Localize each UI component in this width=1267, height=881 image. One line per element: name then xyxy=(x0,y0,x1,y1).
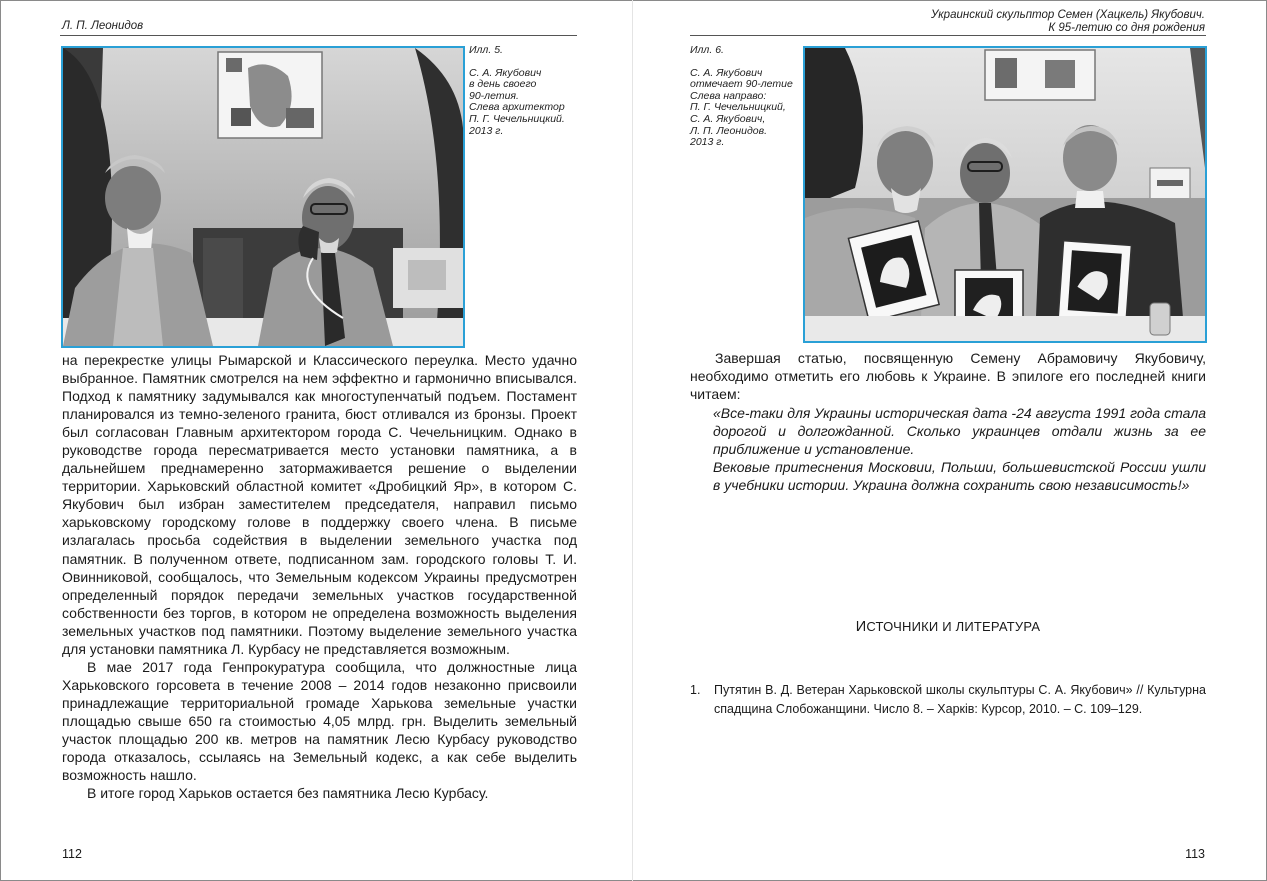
reference-text: Путятин В. Д. Ветеран Харьковской школы скульптуры С. А. Якубович» // Культурна спадщина Слобожанщини. Число 8. – Харків: Курсор, 2010. – С. 109–129. xyxy=(714,683,1206,716)
left-running-head: Л. П. Леонидов xyxy=(62,20,144,32)
caption-line: С. А. Якубович xyxy=(690,66,763,79)
caption-line: П. Г. Чечельницкий. xyxy=(469,112,565,125)
caption-line: С. А. Якубович xyxy=(469,66,542,79)
left-header-rule xyxy=(60,35,577,36)
page-number-right: 113 xyxy=(1185,847,1205,861)
caption-line: 2013 г. xyxy=(469,124,504,137)
paragraph: В мае 2017 года Генпрокуратура сообщила, что должностные лица Харьковского горсовета в течение 2008 – 2014 годов незаконно присвоили принадлежащие территориальной громаде Харькова земельные участки площадью свыше 650 га стоимостью 4,05 млрд. грн. Выделить земельный участок площадью 200 кв. метров на памятник Лесю Курбасу руководство города отказалось, ссылаясь на Земельный кодекс, а как себе выделить возможность нашло. xyxy=(62,658,577,784)
figure-6-caption xyxy=(690,45,800,149)
left-body-text xyxy=(62,351,577,802)
heading-initial: И xyxy=(855,619,867,635)
heading-rest: СТОЧНИКИ И ЛИТЕРАТУРА xyxy=(866,619,1041,634)
page-number-left: 112 xyxy=(62,847,82,861)
epilogue-quote xyxy=(713,404,1206,494)
reference-number: 1. xyxy=(690,683,701,697)
caption-line: 2013 г. xyxy=(690,136,725,149)
running-head-line: К 95-летию со дня рождения xyxy=(1048,22,1205,34)
paragraph: на перекрестке улицы Рымарской и Классического переулка. Место удачно выбранное. Памятник смотрелся на нем эффектно и гармонично вписывался. Подход к памятнику задумывался как многоступенчатый подъем. Постамент планировался из темно-зеленого гранита, бюст отливался из бронзы. Проект был согласован Главным архитектором города С. Чечельницким. Однако в руководстве города пересматривается место установки памятника, а в дальнейшем преднамеренно затормаживается решение о выделении территории. Харьковский областной комитет «Дробицкий Яр», в котором С. Якубович был избран заместителем председателя, направил письмо харьковскому городскому голове в поддержку своего члена. В письме излагалась просьба содействия в выделении земельного участка под памятник. В полученном ответе, подписанном зам. городского головы Т. И. Овинниковой, сообщалось, что Земельным кодексом Украины предусмотрен определенный порядок передачи земельных участков государственной собственности без торгов, в котором не определена возможность выделения земельных участков под памятники. Поэтому выделение земельного участка для установки памятника Л. Курбасу не представляется возможным. xyxy=(62,352,577,657)
gutter xyxy=(632,0,633,881)
caption-line: П. Г. Чечельницкий, xyxy=(690,101,786,114)
figure-5-caption xyxy=(469,45,579,137)
right-header-rule xyxy=(690,35,1206,36)
caption-line: 90-летия. xyxy=(469,89,519,102)
figure-6-label: Илл. 6. xyxy=(690,44,724,56)
right-running-head xyxy=(931,9,1205,35)
figure-5-label: Илл. 5. xyxy=(469,44,503,56)
quote-paragraph: Вековые притеснения Московии, Польши, большевистской России ушли в учебники истории. Украина должна сохранить свою независимость!» xyxy=(713,459,1206,494)
sources-heading xyxy=(690,619,1206,635)
caption-line: отмечает 90-летие xyxy=(690,78,793,91)
caption-line: Слева архитектор xyxy=(469,101,565,114)
paragraph: В итоге город Харьков остается без памятника Лесю Курбасу. xyxy=(87,785,489,802)
caption-line: Л. П. Леонидов. xyxy=(690,124,768,137)
running-head-line: Украинский скульптор Семен (Хацкель) Якубович. xyxy=(931,9,1205,21)
photo-yakubovich-celebrates-90 xyxy=(803,46,1207,343)
paragraph: Завершая статью, посвященную Семену Абрамовичу Якубовичу, необходимо отметить его любовь к Украине. В эпилоге его последней книги читаем: xyxy=(690,350,1206,403)
caption-line: в день своего xyxy=(469,78,537,91)
caption-line: С. А. Якубович, xyxy=(690,112,766,125)
right-intro-text xyxy=(690,349,1206,403)
reference-item xyxy=(690,681,1206,719)
photo-yakubovich-90th-birthday xyxy=(61,46,465,348)
quote-paragraph: «Все-таки для Украины историческая дата -24 августа 1991 года стала дорогой и долгожданной. Сколько украинцев отдали жизнь за ее приближение и установление. xyxy=(713,405,1206,458)
caption-line: Слева направо: xyxy=(690,89,767,102)
reference-list xyxy=(690,681,1206,719)
